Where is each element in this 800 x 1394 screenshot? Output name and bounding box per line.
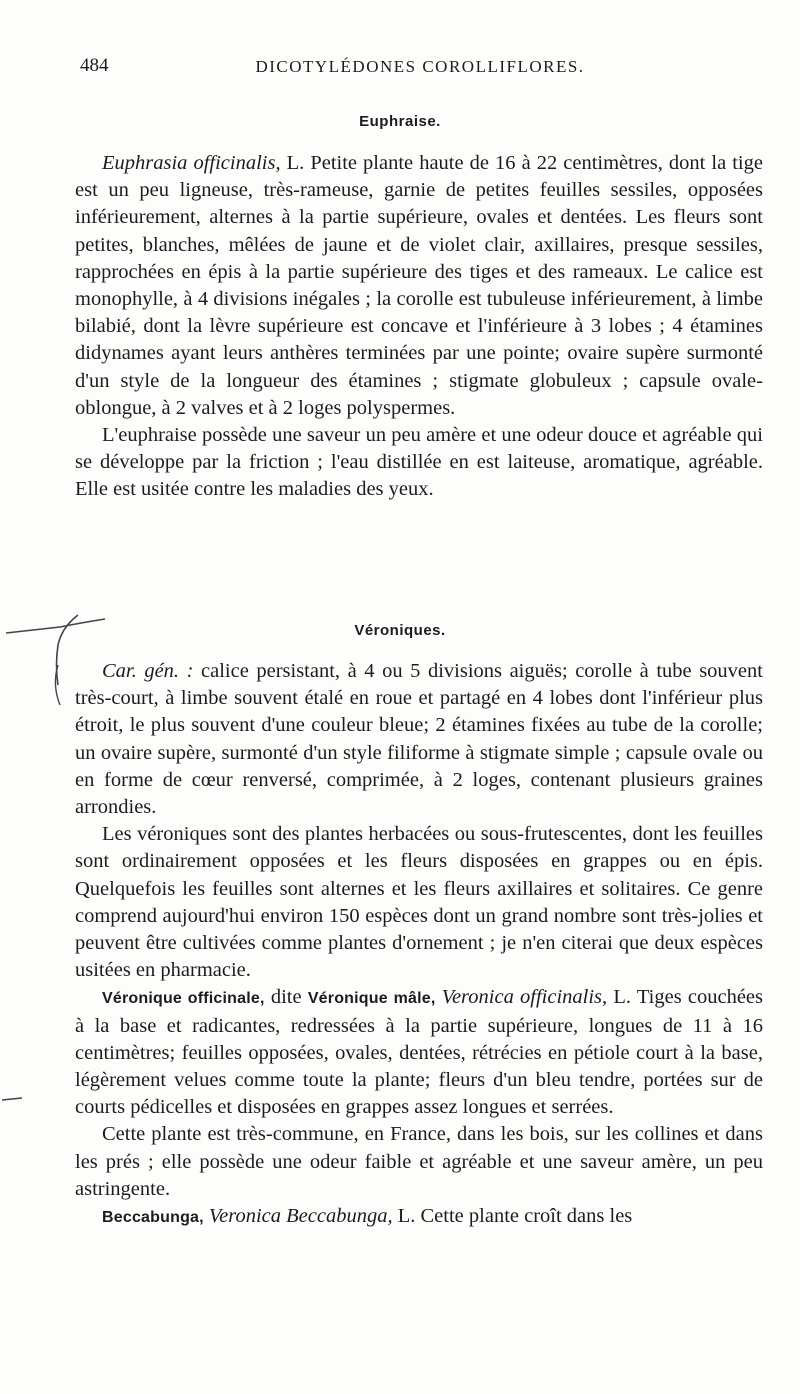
running-title: DICOTYLÉDONES COROLLIFLORES. <box>255 57 585 76</box>
veronique-officinale-habitat: Cette plante est très-commune, en France, dans les bois, sur les collines et dans les prés ; elle possède une odeur faible et agréable et une saveur amère, un peu astringente. <box>75 1123 763 1200</box>
species-name-veronica-officinalis: Veronica officinalis, <box>435 986 608 1009</box>
entry-name-veronique-officinale: Véronique officinale, <box>102 990 265 1008</box>
beccabunga-text: L. Cette plante croît dans les <box>392 1205 633 1228</box>
veronique-officinale-entry <box>75 984 763 1121</box>
veronique-officinale-text: L. Tiges couchées à la base et radicantes, redressées à la partie supérieure, longues de 11 à 16 centimètres; feuilles opposées, ovales, dentées, rétrécies en pétiole court à la base, légèrement velues comme toute la plante; fleurs d'un bleu tendre, portées sur de courts pédicelles et disposées en grappes assez longues et serrées. <box>75 986 763 1119</box>
genus-characters <box>75 658 763 821</box>
pencil-dash-mark-icon <box>0 1090 30 1110</box>
euphraise-description <box>75 150 763 422</box>
euphraise-description-text: L. Petite plante haute de 16 à 22 centimètres, dont la tige est un peu ligneuse, très-rameuse, garnie de petites feuilles sessiles, opposées inférieurement, alternes à la partie supérieure, ovales et dentées. Les fleurs sont petites, blanches, mêlées de jaune et de violet clair, axillaires, presque sessiles, rapprochées en épis à la partie supérieure des tiges et des rameaux. Le calice est monophylle, à 4 divisions inégales ; la corolle est tubuleuse inférieurement, à limbe bilabié, dont la lèvre supérieure est concave et l'inférieure à 3 lobes ; 4 étamines didynames ayant leurs anthères terminées par une pointe; ovaire supère surmonté d'un style de la longueur des étamines ; stigmate globuleux ; capsule ovale-oblongue, à 2 valves et à 2 loges polyspermes. <box>75 152 763 419</box>
euphraise-properties: L'euphraise possède une saveur un peu amère et une odeur douce et agréable qui se développe par la friction ; l'eau distillée en est laiteuse, aromatique, agréable. Elle est usitée contre les maladies des yeux. <box>75 424 763 501</box>
entry-name-beccabunga: Beccabunga, <box>102 1209 204 1227</box>
veroniques-general: Les véroniques sont des plantes herbacées ou sous-frutescentes, dont les feuilles sont ordinairement opposées et les fleurs disposées en grappes ou en épis. Quelquefois les feuilles sont alternes et les fleurs axillaires et solitaires. Ce genre comprend aujourd'hui environ 150 espèces dont un grand nombre sont très-jolies et peuvent être cultivées comme plantes d'ornement ; je n'en citerai que deux espèces usitées en pharmacie. <box>75 823 763 982</box>
section-title-euphraise: Euphraise. <box>359 113 441 130</box>
page-number: 484 <box>80 55 109 76</box>
species-name-euphrasia: Euphrasia officinalis, <box>102 152 281 174</box>
genus-characters-lead: Car. gén. : <box>102 660 194 682</box>
page-header <box>80 55 760 83</box>
beccabunga-entry <box>75 1203 763 1231</box>
genus-characters-text: calice persistant, à 4 ou 5 divisions aiguës; corolle à tube souvent très-court, à limbe souvent étalé en roue et partagé en 4 lobes dont l'inférieur plus étroit, le plus souvent d'une couleur bleue; 2 étamines fixées au tube de la corolle; un ovaire supère, surmonté d'un style filiforme à stigmate simple ; capsule ovale ou en forme de cœur renversé, comprimée, à 2 loges, contenant plusieurs graines arrondies. <box>75 660 763 819</box>
euphraise-section <box>75 150 763 504</box>
entry-alias-veronique-male: Véronique mâle, <box>307 990 436 1008</box>
entry-connector: dite <box>264 986 308 1009</box>
veroniques-section <box>75 658 763 1231</box>
species-name-veronica-beccabunga: Veronica Beccabunga, <box>203 1205 393 1228</box>
section-title-veroniques: Véroniques. <box>354 622 446 639</box>
